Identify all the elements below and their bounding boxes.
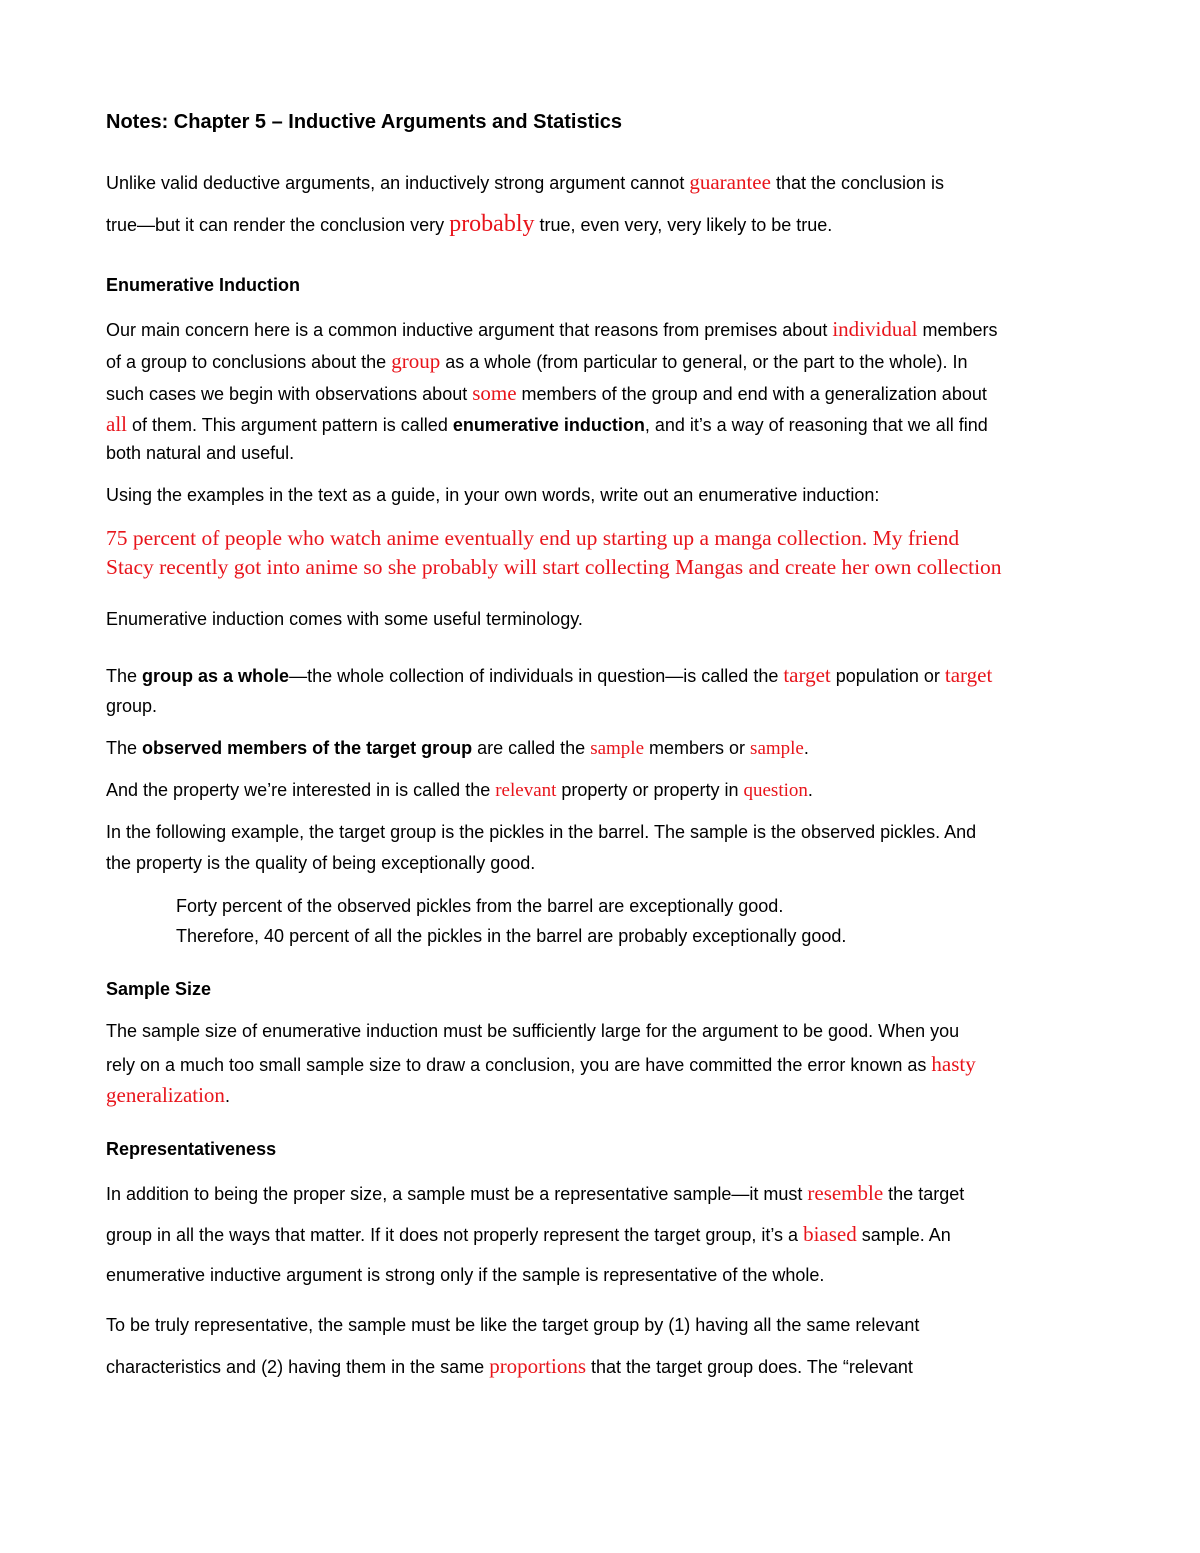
property-line bbox=[106, 781, 813, 800]
sample-size-line-1: The sample size of enumerative induction must be sufficiently large for the argument to be good. When you bbox=[106, 1021, 960, 1041]
target-line-1 bbox=[106, 665, 992, 686]
enum-line-2 bbox=[106, 351, 967, 372]
example-conclusion: Therefore, 40 percent of all the pickles in the barrel are probably exceptionally good. bbox=[176, 926, 847, 946]
text: . bbox=[224, 1086, 230, 1106]
student-answer-line-2: Stacy recently got into anime so she probably will start collecting Mangas and create her own collection bbox=[106, 555, 1002, 579]
intro-line-1 bbox=[106, 172, 944, 193]
heading-sample-size: Sample Size bbox=[106, 979, 212, 999]
text: . bbox=[803, 738, 809, 758]
sample-size-line-2 bbox=[106, 1054, 976, 1075]
term-observed-members: observed members of the target group bbox=[142, 738, 473, 758]
example-line-2: the property is the quality of being exceptionally good. bbox=[106, 853, 536, 873]
highlight-some: some bbox=[472, 381, 517, 405]
sample-line bbox=[106, 739, 809, 758]
highlight-relevant: relevant bbox=[495, 780, 557, 801]
text: are called the bbox=[472, 738, 591, 758]
text: . bbox=[807, 780, 813, 800]
text: In addition to being the proper size, a sample must be a representative sample—it must bbox=[106, 1184, 808, 1204]
instruction-text: Using the examples in the text as a guide, in your own words, write out an enumerative induction: bbox=[106, 485, 880, 505]
text: of them. This argument pattern is called bbox=[127, 415, 453, 435]
repr-line-3: enumerative inductive argument is strong only if the sample is representative of the whole. bbox=[106, 1265, 825, 1285]
text: true—but it can render the conclusion very bbox=[106, 215, 450, 235]
text: Unlike valid deductive arguments, an inductively strong argument cannot bbox=[106, 173, 690, 193]
text: members of the group and end with a generalization about bbox=[516, 384, 987, 404]
highlight-target: target bbox=[783, 663, 831, 687]
student-answer-line-1: 75 percent of people who watch anime eventually end up starting up a manga collection. My friend bbox=[106, 526, 960, 550]
terminology-intro: Enumerative induction comes with some useful terminology. bbox=[106, 609, 583, 629]
repr-line-2 bbox=[106, 1224, 951, 1245]
highlight-guarantee: guarantee bbox=[689, 170, 771, 194]
text: of a group to conclusions about the bbox=[106, 352, 392, 372]
truly-line-2 bbox=[106, 1356, 913, 1377]
heading-enumerative-induction: Enumerative Induction bbox=[106, 275, 301, 295]
text: the target bbox=[883, 1184, 965, 1204]
truly-line-1: To be truly representative, the sample must be like the target group by (1) having all the same relevant bbox=[106, 1315, 920, 1335]
text: rely on a much too small sample size to draw a conclusion, you are have committed the error known as bbox=[106, 1055, 932, 1075]
highlight-all: all bbox=[106, 412, 127, 436]
target-line-2: group. bbox=[106, 696, 158, 716]
highlight-individual: individual bbox=[832, 317, 918, 341]
enum-line-3 bbox=[106, 383, 987, 404]
highlight-biased: biased bbox=[803, 1222, 857, 1246]
highlight-resemble: resemble bbox=[807, 1181, 884, 1205]
text: And the property we’re interested in is called the bbox=[106, 780, 496, 800]
text: The bbox=[106, 666, 143, 686]
highlight-sample: sample bbox=[590, 738, 645, 759]
heading-representativeness: Representativeness bbox=[106, 1139, 277, 1159]
example-line-1: In the following example, the target group is the pickles in the barrel. The sample is the observed pickles. And bbox=[106, 822, 977, 842]
enum-line-1 bbox=[106, 319, 998, 340]
highlight-generalization: generalization bbox=[106, 1083, 225, 1107]
term-group-as-a-whole: group as a whole bbox=[142, 666, 290, 686]
text: The bbox=[106, 738, 143, 758]
example-premise: Forty percent of the observed pickles from the barrel are exceptionally good. bbox=[176, 896, 784, 916]
text: that the conclusion is bbox=[770, 173, 945, 193]
text: property or property in bbox=[556, 780, 744, 800]
enum-line-4 bbox=[106, 414, 988, 435]
repr-line-1 bbox=[106, 1183, 964, 1204]
text: —the whole collection of individuals in question—is called the bbox=[289, 666, 784, 686]
text: members bbox=[917, 320, 998, 340]
highlight-proportions: proportions bbox=[489, 1354, 587, 1378]
text: that the target group does. The “relevant bbox=[586, 1357, 913, 1377]
highlight-sample: sample bbox=[750, 738, 804, 759]
highlight-group: group bbox=[391, 349, 441, 373]
term-enumerative-induction: enumerative induction bbox=[452, 415, 645, 435]
text: Our main concern here is a common inductive argument that reasons from premises about bbox=[106, 320, 833, 340]
enum-line-5: both natural and useful. bbox=[106, 443, 295, 463]
highlight-hasty: hasty bbox=[931, 1052, 976, 1076]
text: such cases we begin with observations about bbox=[106, 384, 473, 404]
text: , and it’s a way of reasoning that we all find bbox=[644, 415, 988, 435]
highlight-probably: probably bbox=[449, 211, 535, 237]
text: as a whole (from particular to general, or the part to the whole). In bbox=[440, 352, 968, 372]
text: population or bbox=[830, 666, 945, 686]
highlight-question: question bbox=[743, 780, 808, 801]
sample-size-line-3 bbox=[106, 1085, 230, 1106]
text: members or bbox=[644, 738, 751, 758]
text: group in all the ways that matter. If it does not properly represent the target group, it’s a bbox=[106, 1225, 804, 1245]
text: sample. An bbox=[856, 1225, 951, 1245]
text: true, even very, very likely to be true. bbox=[534, 215, 833, 235]
intro-line-2 bbox=[106, 212, 832, 236]
highlight-target: target bbox=[944, 663, 993, 687]
text: characteristics and (2) having them in the same bbox=[106, 1357, 490, 1377]
page-title: Notes: Chapter 5 – Inductive Arguments and Statistics bbox=[106, 111, 623, 133]
